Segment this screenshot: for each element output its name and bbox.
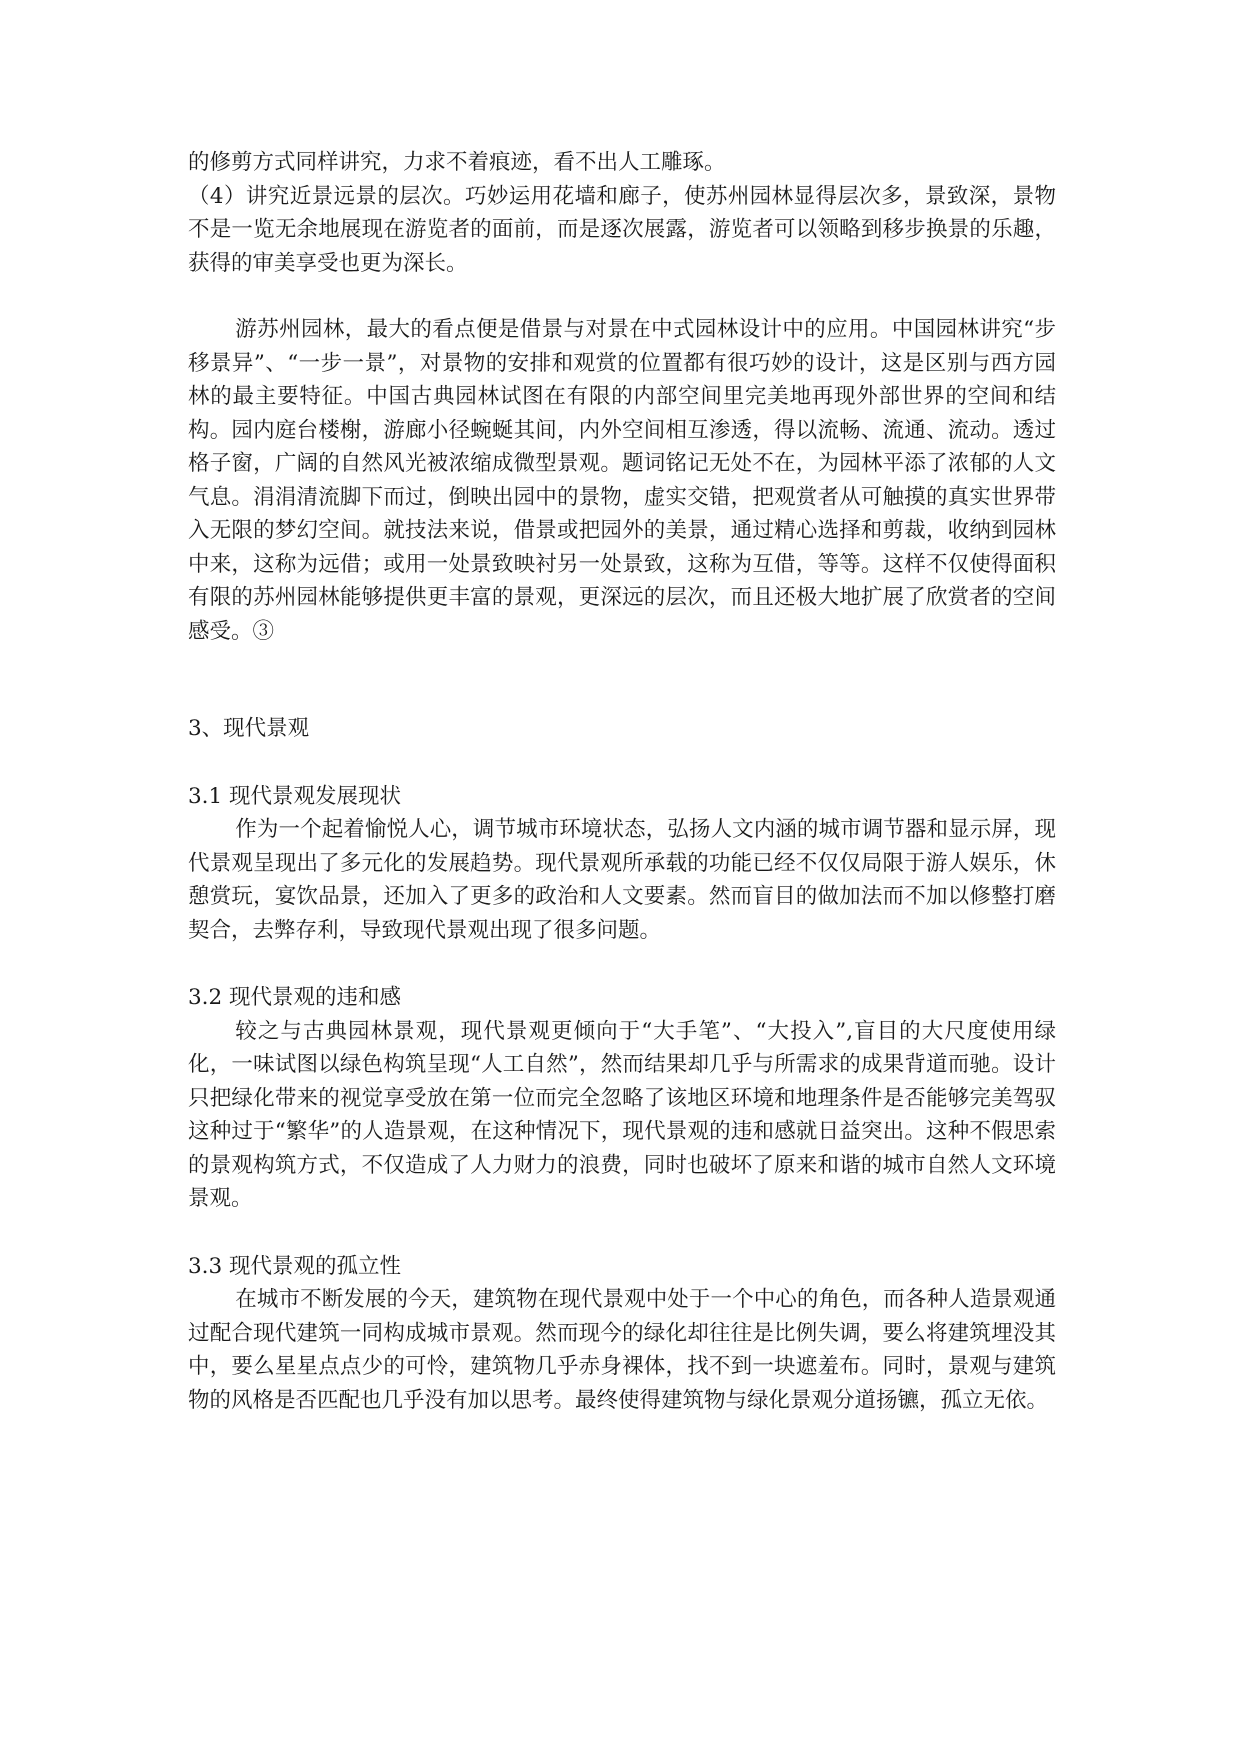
subsection-heading-3-1: 3.1 现代景观发展现状 [188,783,402,809]
spacer [188,280,1056,313]
paragraph-continuation: 的修剪方式同样讲究，力求不着痕迹，看不出人工雕琢。 [188,150,726,175]
subsection-heading-3-3: 3.3 现代景观的孤立性 [188,1253,402,1279]
spacer [188,648,1056,712]
paragraph-suzhou-gardens: 游苏州园林，最大的看点便是借景与对景在中式园林设计中的应用。中国园林讲究“步移景异”、“一步一景”，对景物的安排和观赏的位置都有很巧妙的设计，这是区别与西方园林的最主要特征。中国古典园林试图在有限的内部空间里完美地再现外部世界的空间和结构。园内庭台楼榭，游廊小径蜿蜒其间，内外空间相互渗透，得以流畅、流通、流动。透过格子窗，广阔的自然风光被浓缩成微型景观。题词铭记无处不在，为园林平添了浓郁的人文气息。涓涓清流脚下而过，倒映出园中的景物，虚实交错，把观赏者从可触摸的真实世界带入无限的梦幻空间。就技法来说，借景或把园外的美景，通过精心选择和剪裁，收纳到园林中来，这称为远借；或用一处景致映衬另一处景致，这称为互借，等等。这样不仅使得面积有限的苏州园林能够提供更丰富的景观，更深远的层次，而且还极大地扩展了欣赏者的空间感受。③ [188,317,1056,644]
paragraph-3-1: 作为一个起着愉悦人心，调节城市环境状态，弘扬人文内涵的城市调节器和显示屏，现代景观呈现出了多元化的发展趋势。现代景观所承载的功能已经不仅仅局限于游人娱乐，休憩赏玩，宴饮品景，还加入了更多的政治和人文要素。然而盲目的做加法而不加以修整打磨契合，去弊存利，导致现代景观出现了很多问题。 [188,817,1056,943]
section-heading-3: 3、现代景观 [188,716,310,741]
subsection-heading-3-2: 3.2 现代景观的违和感 [188,985,402,1010]
paragraph-3-3: 在城市不断发展的今天，建筑物在现代景观中处于一个中心的角色，而各种人造景观通过配合现代建筑一同构成城市景观。然而现今的绿化却往往是比例失调，要么将建筑埋没其中，要么星星点点少的可怜，建筑物几乎赤身裸体，找不到一块遮羞布。同时，景观与建筑物的风格是否匹配也几乎没有加以思考。最终使得建筑物与绿化景观分道扬镳，孤立无依。 [188,1287,1056,1413]
list-item-4: （4）讲究近景远景的层次。巧妙运用花墙和廊子，使苏州园林显得层次多，景致深，景物不是一览无余地展现在游览者的面前，而是逐次展露，游览者可以领略到移步换景的乐趣，获得的审美享受也更为深长。 [188,183,1056,276]
paragraph-3-2: 较之与古典园林景观，现代景观更倾向于“大手笔”、“大投入”,盲目的大尺度使用绿化，一味试图以绿色构筑呈现“人工自然”，然而结果却几乎与所需求的成果背道而驰。设计只把绿化带来的视觉享受放在第一位而完全忽略了该地区环境和地理条件是否能够完美驾驭这种过于“繁华”的人造景观，在这种情况下，现代景观的违和感就日益突出。这种不假思索的景观构筑方式，不仅造成了人力财力的浪费，同时也破坏了原来和谐的城市自然人文环境景观。 [188,1018,1056,1211]
document-body [188,146,1056,1417]
